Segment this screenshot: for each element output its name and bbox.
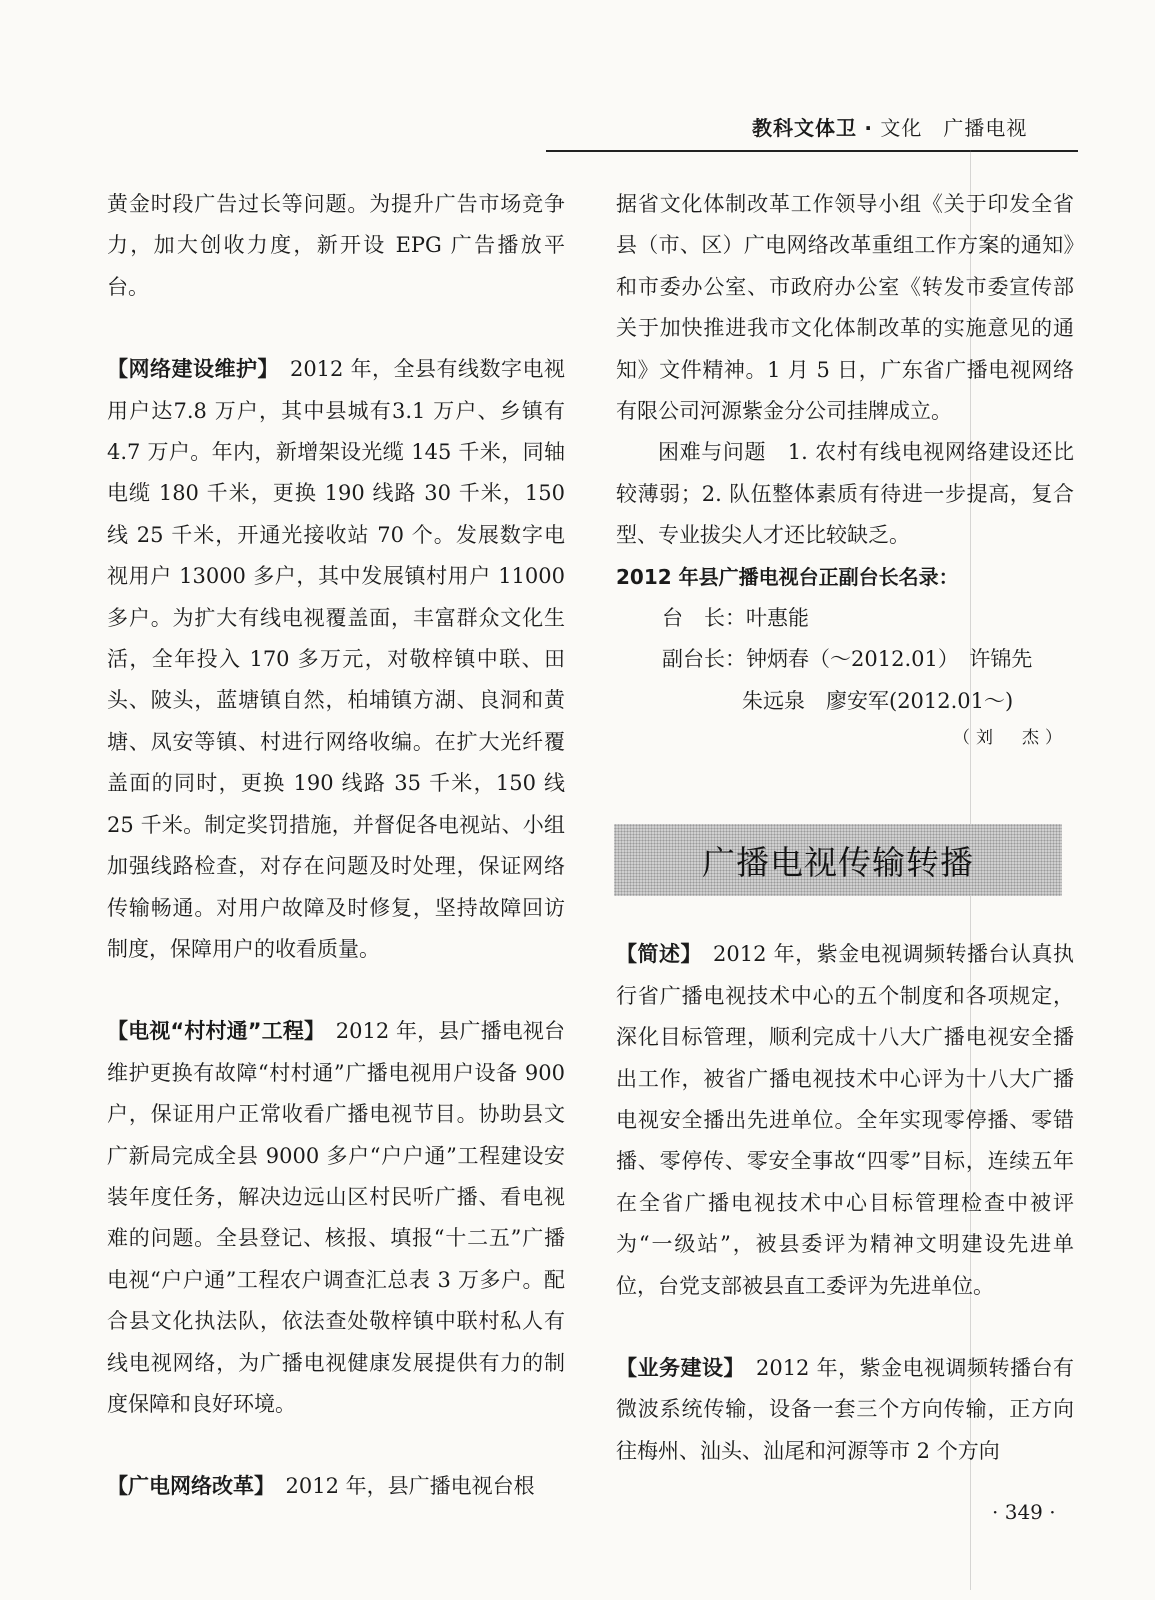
section-title-reform: 【广电网络改革】 xyxy=(107,1474,265,1499)
section-body-network: 2012 年，全县有线数字电视用户达7.8 万户，其中县城有3.1 万户、乡镇有4.7 万户。年内，新增架设光缆 145 千米，同轴电缆 180 千米，更换 190 线路 30 千米，150 线 25 千米，开通光接收站 70 个。发展数字电视用户 13000 多户，其中发展镇村用户 11000 多户。为扩大有线电视覆盖面，丰富群众文化生活，全年投入 170 多万元，对敬梓镇中联、田头、陂头，蓝塘镇自然，柏埔镇方湖、良洞和黄塘、凤安等镇、村进行网络收编。在扩大光纤覆盖面的同时，更换 190 线路 35 千米，150 线 25 千米。制定奖罚措施，并督促各电视站、小组加强线路检查，对存在问题及时处理，保证网络传输畅通。对用户故障及时修复，坚持故障回访制度，保障用户的收看质量。 xyxy=(107,357,566,961)
banner-title: 广播电视传输转播 xyxy=(702,842,974,882)
left-column xyxy=(107,184,565,1508)
section-title-business: 【业务建设】 xyxy=(616,1355,735,1380)
paragraph-overview xyxy=(616,934,1074,1307)
section-title-network: 【网络建设维护】 xyxy=(107,357,269,382)
author-credit: （刘 杰） xyxy=(953,728,1068,749)
right-column xyxy=(616,184,1074,1472)
paragraph-village-project xyxy=(107,1011,565,1425)
deputy-row-1: 副台长：钟炳春（～2012.01） 许锦先 xyxy=(662,647,1033,672)
section-banner xyxy=(614,824,1062,896)
running-header xyxy=(752,112,1027,141)
paragraph-network-reform xyxy=(107,1466,565,1507)
header-rule xyxy=(546,150,1078,152)
paragraph-reform-continued: 据省文化体制改革工作领导小组《关于印发全省县（市、区）广电网络改革重组工作方案的通知》和市委办公室、市政府办公室《转发市委宣传部关于加快推进我市文化体制改革的实施意见的通知》文件精神。1 月 5 日，广东省广播电视网络有限公司河源紫金分公司挂牌成立。 xyxy=(616,192,1074,424)
deputy-row-2: 朱远泉 廖安军(2012.01～) xyxy=(742,688,1014,713)
problems-label: 困难与问题 xyxy=(658,440,767,465)
header-separator: · xyxy=(864,116,873,140)
section-body-village: 2012 年，县广播电视台维护更换有故障“村村通”广播电视用户设备 900 户，保证用户正常收看广播电视节目。协助县文广新局完成全县 9000 多户“户户通”工程建设安装年度任务，解决边远山区村民听广播、看电视难的问题。全县登记、核报、填报“十二五”广播电视“户户通”工程农户调查汇总表 3 万多户。配合县文化执法队，依法查处敬梓镇中联村私人有线电视网络，为广播电视健康发展提供有力的制度保障和良好环境。 xyxy=(107,1019,565,1416)
problems-body: 1. 农村有线电视网络建设还比较薄弱；2. 队伍整体素质有待进一步提高，复合型、专业拔尖人才还比较缺乏。 xyxy=(616,440,1075,548)
page-number: · 349 · xyxy=(992,1500,1056,1524)
section-body-business: 2012 年，紫金电视调频转播台有微波系统传输，设备一套三个方向传输，正方向往梅州、汕头、汕尾和河源等市 2 个方向 xyxy=(616,1355,1075,1463)
header-category: 教科文体卫 xyxy=(752,116,857,140)
section-title-overview: 【简述】 xyxy=(616,942,692,967)
header-section: 文化 广播电视 xyxy=(880,116,1028,140)
section-body-overview: 2012 年，紫金电视调频转播台认真执行省广播电视技术中心的五个制度和各项规定，深化目标管理，顺利完成十八大广播电视安全播出工作，被省广播电视技术中心评为十八大广播电视安全播出先进单位。全年实现零停播、零错播、零停传、零安全事故“四零”目标，连续五年在全省广播电视技术中心目标管理检查中被评为“一级站”，被县委评为精神文明建设先进单位，台党支部被县直工委评为先进单位。 xyxy=(616,942,1075,1298)
paragraph-problems xyxy=(616,432,1074,556)
director-row: 台 长：叶惠能 xyxy=(662,606,809,631)
director-list-title: 2012 年县广播电视台正副台长名录： xyxy=(616,564,959,589)
paragraph-business xyxy=(616,1348,1074,1472)
paragraph-advertising: 黄金时段广告过长等问题。为提升广告市场竞争力，加大创收力度，新开设 EPG 广告播放平台。 xyxy=(107,192,565,299)
section-title-village: 【电视“村村通”工程】 xyxy=(107,1019,315,1044)
section-body-reform: 2012 年，县广播电视台根 xyxy=(285,1474,535,1499)
paragraph-network-maintenance xyxy=(107,349,565,970)
